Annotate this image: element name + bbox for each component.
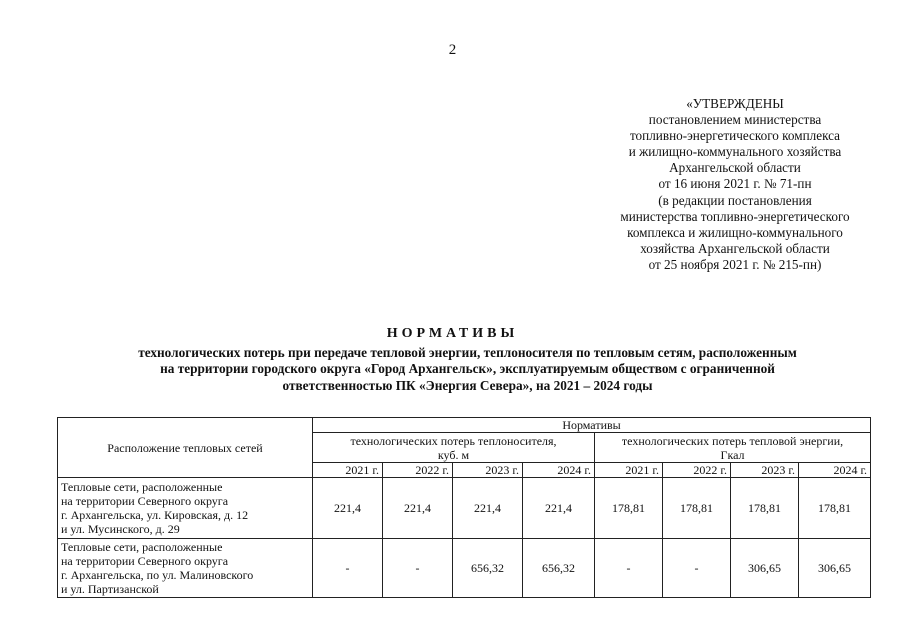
approval-line: топливно-энергетического комплекса (629, 128, 841, 144)
approval-line: комплекса и жилищно-коммунального (627, 224, 843, 240)
approval-line: хозяйства Архангельской области (640, 240, 830, 256)
value-cell: 221,4 (313, 478, 383, 539)
approval-line: от 25 ноября 2021 г. № 215-пн) (648, 256, 822, 272)
value-cell: 221,4 (383, 478, 453, 539)
location-header: Расположение тепловых сетей (58, 418, 313, 478)
subtitle-line: на территории городского округа «Город Архангельск», эксплуатируемым обществом с ограниченной (160, 361, 775, 377)
page-number: 2 (448, 42, 457, 58)
heat-loss-header-line: технологических потерь тепловой энергии, (621, 433, 844, 448)
value-cell: - (595, 539, 663, 598)
approval-line: постановлением министерства (648, 112, 822, 128)
location-line: на территории Северного округа (61, 494, 229, 508)
document-title: НОРМАТИВЫ (386, 326, 519, 341)
year-header: 2024 г. (523, 463, 595, 478)
year-header: 2023 г. (731, 463, 799, 478)
location-cell (58, 539, 313, 598)
value-cell: - (313, 539, 383, 598)
year-header: 2022 г. (663, 463, 731, 478)
location-line: г. Архангельска, ул. Кировская, д. 12 (61, 508, 249, 522)
location-line: Тепловые сети, расположенные (61, 540, 223, 554)
location-line: на территории Северного округа (61, 554, 229, 568)
value-cell: 221,4 (453, 478, 523, 539)
approval-stamp (590, 96, 880, 273)
value-cell: 178,81 (731, 478, 799, 539)
subtitle-line: технологических потерь при передаче тепловой энергии, теплоносителя по тепловым сетям, расположенным (138, 345, 797, 360)
value-cell: - (663, 539, 731, 598)
approval-line: Архангельской области (669, 160, 801, 176)
coolant-loss-header-line: куб. м (437, 447, 470, 462)
value-cell: 178,81 (595, 478, 663, 539)
value-cell: 306,65 (799, 539, 871, 598)
year-header: 2021 г. (313, 463, 383, 478)
year-header: 2022 г. (383, 463, 453, 478)
location-line: Тепловые сети, расположенные (61, 480, 223, 494)
location-line: и ул. Мусинского, д. 29 (61, 522, 180, 536)
heat-loss-header-line: Гкал (720, 447, 745, 462)
location-line: и ул. Партизанской (61, 582, 159, 596)
approval-line: от 16 июня 2021 г. № 71-пн (658, 176, 812, 192)
year-header: 2023 г. (453, 463, 523, 478)
value-cell: 656,32 (523, 539, 595, 598)
table-row (58, 478, 871, 539)
coolant-loss-header (313, 433, 595, 463)
heat-loss-header (595, 433, 871, 463)
value-cell: 306,65 (731, 539, 799, 598)
norms-table (57, 417, 871, 598)
approval-line: «УТВЕРЖДЕНЫ (686, 96, 784, 111)
approval-line: (в редакции постановления (658, 192, 812, 208)
year-header: 2024 г. (799, 463, 871, 478)
location-cell (58, 478, 313, 539)
approval-line: министерства топливно-энергетического (620, 208, 850, 224)
value-cell: 178,81 (663, 478, 731, 539)
norms-header: Нормативы (313, 418, 871, 433)
value-cell: 656,32 (453, 539, 523, 598)
year-header: 2021 г. (595, 463, 663, 478)
value-cell: 221,4 (523, 478, 595, 539)
coolant-loss-header-line: технологических потерь теплоносителя, (350, 433, 557, 448)
approval-line: и жилищно-коммунального хозяйства (628, 144, 842, 160)
document-subtitle (70, 345, 865, 394)
subtitle-line: ответственностью ПК «Энергия Севера», на 2021 – 2024 годы (282, 377, 653, 393)
value-cell: 178,81 (799, 478, 871, 539)
table-row (58, 539, 871, 598)
value-cell: - (383, 539, 453, 598)
location-line: г. Архангельска, по ул. Малиновского (61, 568, 254, 582)
